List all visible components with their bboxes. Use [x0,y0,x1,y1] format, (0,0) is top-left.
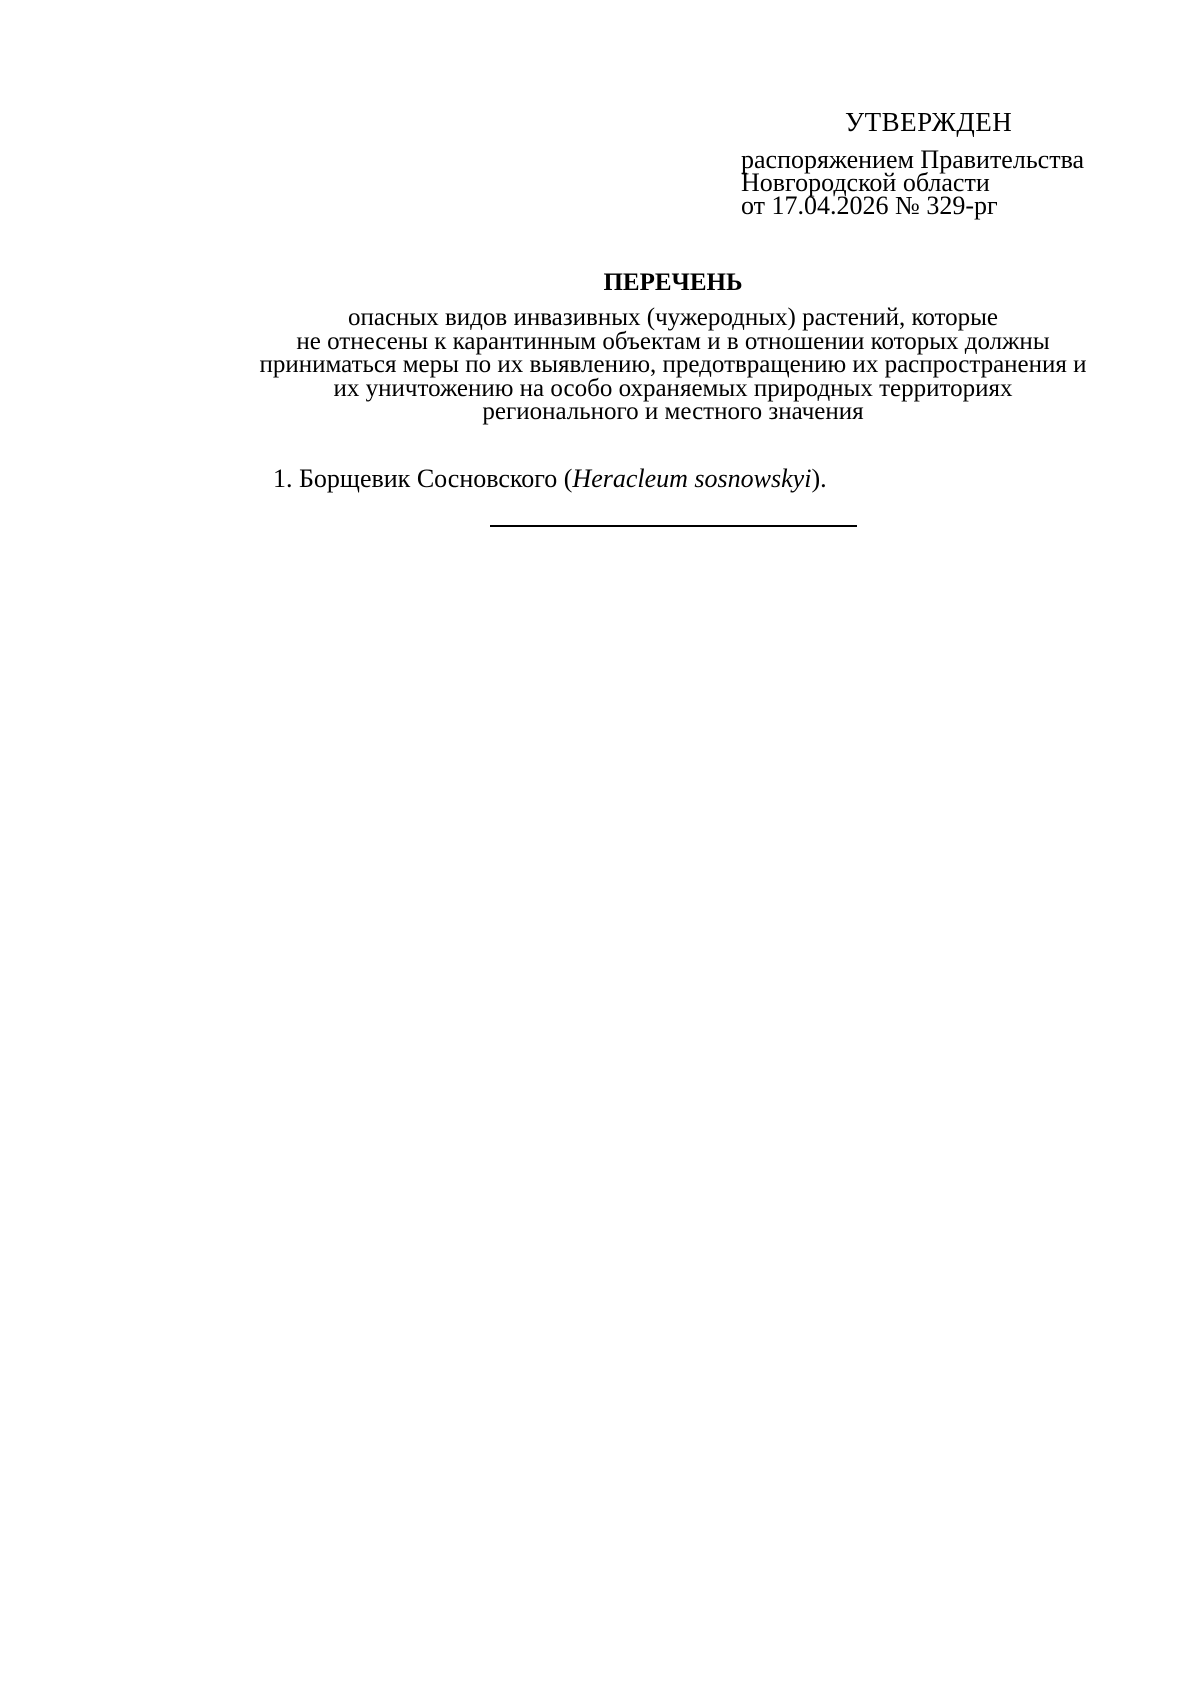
approval-stamp-title: УТВЕРЖДЕН [845,107,1013,137]
list-item-name: Борщевик Сосновского [299,464,558,493]
list-item-latin-name: Heracleum sosnowskyi [572,464,812,493]
list-item-close: ). [811,464,827,493]
list-item [273,463,827,495]
end-divider-line [490,525,857,527]
approval-line-date-number: от 17.04.2026 № 329-рг [741,191,998,220]
list-item-number: 1. [273,464,293,493]
subtitle-line: приниматься меры по их выявлению, предотвращению их распространения и [259,351,1087,378]
approval-details [741,145,1085,220]
approval-line-authority: распоряжением Правительства [741,145,1085,174]
subtitle-line: регионального и местного значения [482,398,864,425]
subtitle-line: опасных видов инвазивных (чужеродных) растений, которые [347,304,998,331]
approval-line-region: Новгородской области [741,168,990,197]
document-title: ПЕРЕЧЕНЬ [603,269,743,296]
list-item-open-paren: ( [557,464,573,493]
subtitle-line: их уничтожению на особо охраняемых природных территориях [333,374,1013,402]
subtitle-line: не отнесены к карантинным объектам и в отношении которых должны [296,327,1050,355]
document-subtitle [150,306,1196,424]
